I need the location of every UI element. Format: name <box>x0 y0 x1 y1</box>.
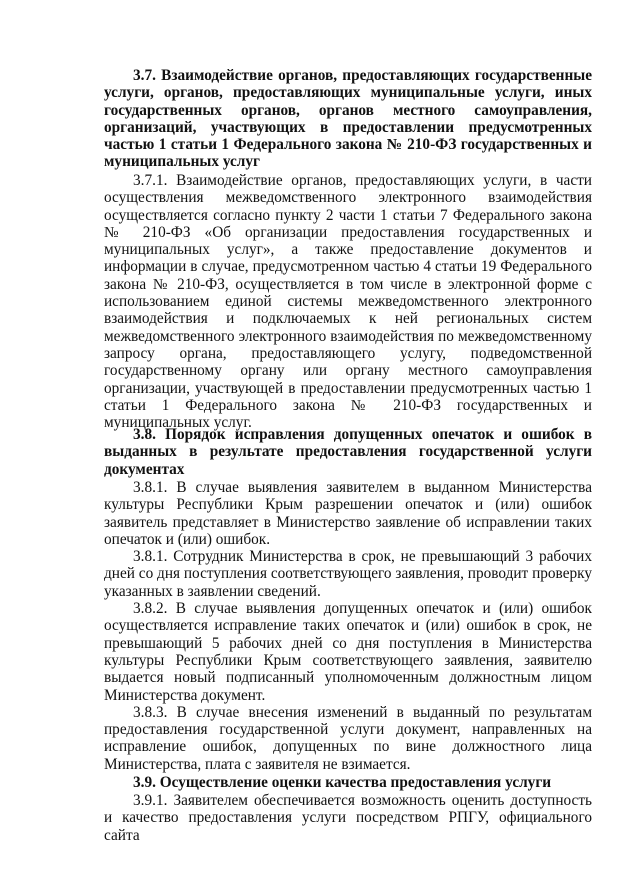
section-3-9-body <box>104 792 592 844</box>
paragraph-3-8-2: 3.8.2. В случае выявления допущенных опечаток и (или) ошибок осуществляется исправление таких опечаток и (или) ошибок в срок, не превышающий 5 рабочих дней со дня поступления в Министерства культуры Республики Крым соответствующего заявления, заявителю выдается новый подписанный уполномоченным должностным лицом Министерства документ. <box>104 600 592 704</box>
paragraph-3-8-1: 3.8.1. В случае выявления заявителем в выданном Министерства культуры Республики Крым разрешении опечаток и (или) ошибок заявитель представляет в Министерство заявление об исправлении таких опечаток и (или) ошибок. <box>104 479 592 548</box>
section-3-8-heading: 3.8. Порядок исправления допущенных опечаток и ошибок в выданных в результате предоставления государственной услуги документах <box>104 426 592 478</box>
section-3-9-heading: 3.9. Осуществление оценки качества предоставления услуги <box>133 774 552 791</box>
section-3-8-body <box>104 479 592 773</box>
paragraph-3-9-1: 3.9.1. Заявителем обеспечивается возможность оценить доступность и качество предоставления услуги посредством РПГУ, официального сайта <box>104 792 592 844</box>
paragraph-3-8-3: 3.8.3. В случае внесения изменений в выданный по результатам предоставления государственной услуги документ, направленных на исправление ошибок, допущенных по вине должностного лица Министерства, плата с заявителя не взимается. <box>104 703 592 773</box>
paragraph-3-7-1: 3.7.1. Взаимодействие органов, предоставляющих услуги, в части осуществления межведомственного электронного взаимодействия осуществляется согласно пункту 2 части 1 статьи 7 Федерального закона № 210-ФЗ «Об организации предоставления государственных и муниципальных услуг», а также предоставление документов и информации в случае, предусмотренном частью 4 статьи 19 Федерального закона № 210-ФЗ, осуществляется в том числе в электронной форме с использованием единой системы межведомственного электронного взаимодействия и подключаемых к ней региональных систем межведомственного электронного взаимодействия по межведомственному запросу органа, предоставляющего услугу, подведомственной государственному органу или органу местного самоуправления организации, участвующей в предоставлении предусмотренных частью 1 статьи 1 Федерального закона № 210-ФЗ государственных и муниципальных услуг. <box>104 172 592 432</box>
section-3-7-body <box>104 172 592 431</box>
paragraph-3-8-1-b: 3.8.1. Сотрудник Министерства в срок, не превышающий 3 рабочих дней со дня поступления соответствующего заявления, проводит проверку указанных в заявлении сведений. <box>104 548 592 600</box>
section-3-7-heading: 3.7. Взаимодействие органов, предоставляющих государственные услуги, органов, предоставляющих муниципальные услуги, иных государственных органов, органов местного самоуправления, организаций, участвующих в предоставлении предусмотренных частью 1 статьи 1 Федерального закона № 210-ФЗ государственных и муниципальных услуг <box>104 67 592 171</box>
